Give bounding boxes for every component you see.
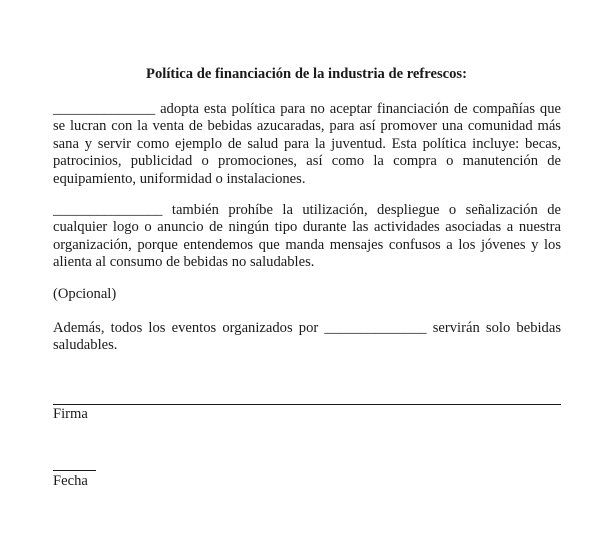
policy-paragraph-logos: _______________ también prohíbe la utilización, despliegue o señalización de cualquier logo o anuncio de ningún tipo durante las actividades asociadas a nuestra organización, porque entendemos que manda mensajes confusos a los jóvenes y los alienta al consumo de bebidas no saludables. xyxy=(53,202,561,271)
signature-line xyxy=(53,404,561,405)
date-line xyxy=(53,470,96,471)
signature-label: Firma xyxy=(53,406,88,422)
optional-label: (Opcional) xyxy=(53,286,117,302)
policy-paragraph-funding: ______________ adopta esta política para no aceptar financiación de compañías que se lucran con la venta de bebidas azucaradas, para así promover una comunidad más sana y servir como ejemplo de salud para la juventud. Esta política incluye: becas, patrocinios, publicidad o promociones, así como la compra o manutención de equipamiento, uniformidad o instalaciones. xyxy=(53,101,561,187)
policy-paragraph-events: Además, todos los eventos organizados por ______________ servirán solo bebidas saludables. xyxy=(53,320,561,354)
date-label: Fecha xyxy=(53,473,88,489)
document-title: Política de financiación de la industria de refrescos: xyxy=(146,66,467,82)
